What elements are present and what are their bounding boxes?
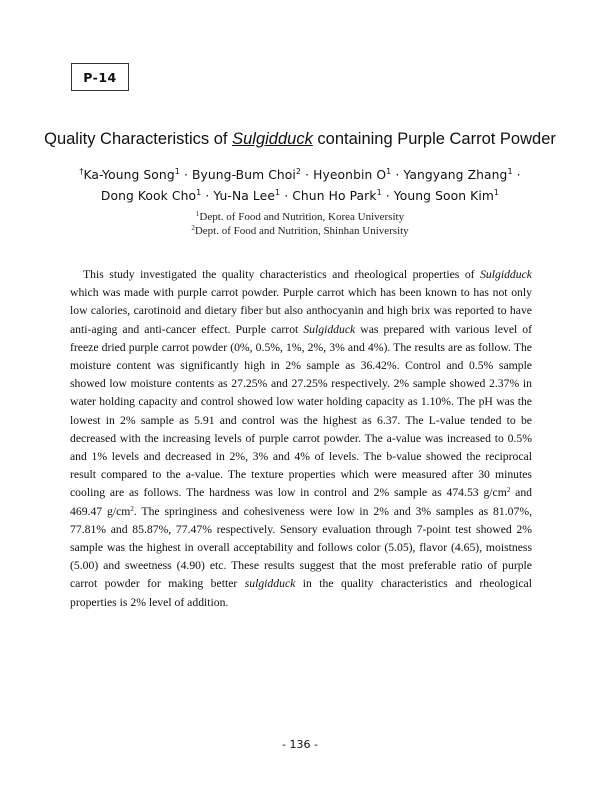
abstract-text: was prepared with various level of freeze dried purple carrot powder (0%, 0.5%, 1%, 2%, 3% and 4%). The results are as follow. The moisture content was significantly high in 2% sample as 36.42%. Control and 0.5% sample showed low moisture contents as 27.25% and 27.25% respectively. 2% sample showed 2.37% in water holding capacity and control showed low water holding capacity as 1.10%. The pH was the lowest in 2% sample as 5.91 and control was the highest as 6.37. The L-value tended to be decreased with the increasing levels of purple carrot powder. The a-value was increased to 0.5% and 1% levels and decreased in 2%, 3% and 4% of levels. The b-value showed the reciprocal result compared to the a-value. The texture properties which were measured after 30 minutes cooling are as follows. The hardness was low in control and 2% sample as 474.53 g/cm [70,322,533,500]
abstract-text: in the quality characteristics and rheological properties is 2% level of addition. [70,577,532,609]
abstract-italic: Sulgidduck [303,322,356,336]
title-suffix: containing Purple Carrot Powder [312,130,556,148]
page-number: - 136 - [282,738,318,751]
author-affiliation-mark: 1 [507,167,513,176]
paper-title [0,130,600,149]
author-affiliation-mark: 1 [274,188,281,197]
author-affiliation-mark: 1 [386,167,392,176]
author-line-1: †Ka-Young Song$^1$ · Byung-Bum Choi$^2$ · Hyeonbin $O^1$ · Yangyang Zhang$^1$ · [79,167,521,182]
affiliations [0,210,600,238]
author-name: Ka-Young Song [83,168,175,182]
author-affiliation-mark: 1 [196,188,202,197]
presentation-code-box [71,63,129,91]
corresponding-mark: † [79,167,84,176]
author-list [0,165,600,207]
abstract-text: and 469.47 g/cm [70,486,533,518]
title-italic: Sulgidduck [232,130,313,148]
presentation-code: P-14 [83,69,117,85]
abstract-text: This study investigated the quality characteristics and rheological properties of [83,268,481,281]
affiliation-line [0,224,600,238]
author-name: Yangyang Zhang [403,168,508,182]
affiliation-text: Dept. of Food and Nutrition, Shinhan University [194,225,409,237]
abstract-superscript: 2 [506,486,511,495]
author-name: Dong Kook Cho [100,189,197,203]
abstract-body [70,266,532,612]
author-affiliation-mark: 1 [376,188,382,197]
affiliation-mark: 1 [195,210,200,218]
title-prefix: Quality Characteristics of [44,130,233,148]
author-name: Young Soon Kim [393,189,494,203]
author-affiliation-mark: 2 [295,167,302,176]
author-name: Yu-Na Lee [213,189,275,203]
author-name: Chun Ho Park [292,189,377,203]
affiliation-mark: 2 [191,224,195,232]
author-affiliation-mark: 1 [493,188,500,197]
abstract-text: which was made with purple carrot powder. Purple carrot which has been known to has not only low calories, carotinoid and dietary fiber but also anthocyanin and high brix was reported to have anti-aging and anti-cancer effect. Purple carrot [70,286,532,336]
abstract-italic: sulgidduck [244,577,296,591]
affiliation-text: Dept. of Food and Nutrition, Korea University [199,211,405,223]
abstract-superscript: 2 [130,504,134,513]
author-line-2: Dong Kook Cho$^1$ · Yu-Na Lee$^1$ · Chun Ho Park$^1$ · Young Soon Kim$^1$ [100,188,500,203]
author-name: Byung-Bum Choi [191,168,296,182]
affiliation-line [0,210,600,224]
abstract-italic: Sulgidduck [480,268,532,281]
author-affiliation-mark: 1 [174,167,180,176]
author-name: Hyeonbin O [313,168,387,182]
abstract-text: . The springiness and cohesiveness were low in 2% and 3% samples as 81.07%, 77.81% and 85.87%, 77.47% respectively. Sensory evaluation through 7-point test showed 2% sample was the highest in overall acceptability and follows color (5.05), flavor (4.65), moistness (5.00) and sweetness (4.90) etc. These results suggest that the most preferable ratio of purple carrot powder for making better [70,504,533,591]
